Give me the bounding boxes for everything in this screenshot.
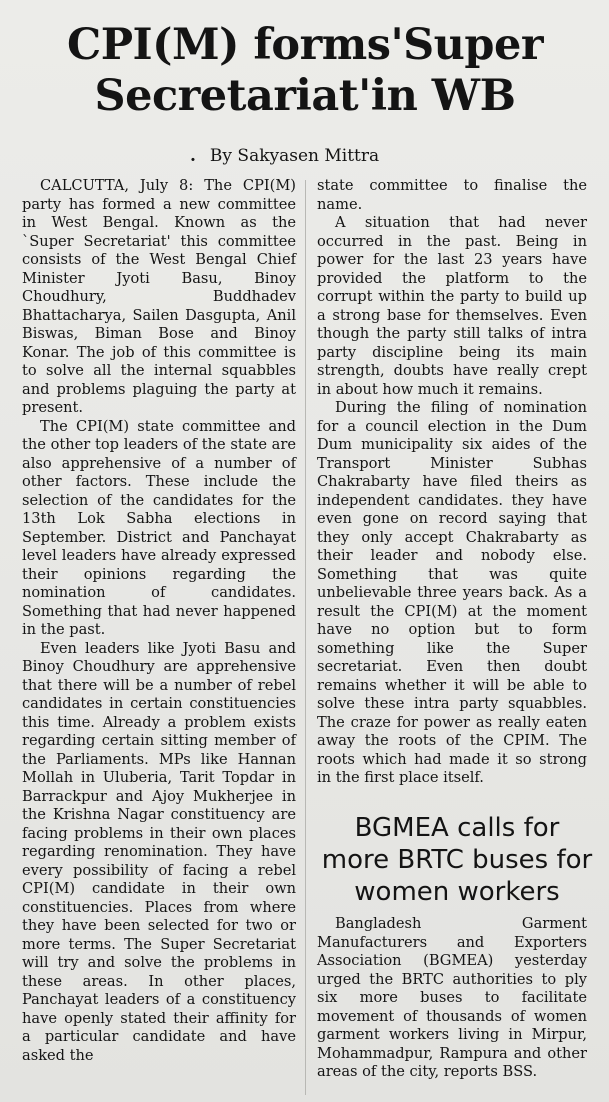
byline-text: By Sakyasen Mittra [209, 146, 380, 166]
brief-paragraph: Bangladesh Garment Manufacturers and Exporters Association (BGMEA) yesterday urged the BRTC authorities to ply six more buses to facilitate movement of thousands of women garment workers living in Mirpur, Mohammadpur, Rampura and other areas of the city, reports BSS. [317, 915, 587, 1080]
column-divider [305, 180, 306, 1095]
article-paragraph: During the filing of nomination for a council election in the Dum Dum municipality six aides of the Transport Minister Subhas Chakrabarty have filed theirs as independent candidates. they have even gone on record saying that they only accept Chakrabarty as their leader and nobody else. Something that was quite unbelievable three years back. As a result the CPI(M) at the moment have no option but to form something like the Super secretariat. Even then doubt remains whether it will be able to solve these intra party squabbles. The craze for power as really eaten away the roots of the CPIM. The roots which had made it so strong in the first place itself. [317, 399, 587, 786]
brief-body-column [317, 915, 587, 1082]
article-paragraph: state committee to finalise the name. [317, 177, 587, 213]
article-column-left [22, 177, 296, 1065]
article-paragraph: CALCUTTA, July 8: The CPI(M) party has formed a new committee in West Bengal. Known as the `Super Secretariat' this committee consists of the West Bengal Chief Minister Jyoti Basu, Binoy Choudhury, Buddhadev Bhattacharya, Sailen Dasgupta, Anil Biswas, Biman Bose and Binoy Konar. The job of this committee is to solve all the internal squabbles and problems plaguing the party at present. [22, 177, 296, 416]
article-paragraph: A situation that had never occurred in the past. Being in power for the last 23 years have provided the platform to the corrupt within the party to build up a strong base for themselves. Even though the party still talks of intra party discipline being its main strength, doubts have really crept in about how much it remains. [317, 214, 587, 398]
brief-headline: BGMEA calls for more BRTC buses for women workers [321, 813, 593, 907]
article-paragraph: Even leaders like Jyoti Basu and Binoy Choudhury are apprehensive that there will be a number of rebel candidates in certain constituencies this time. Already a problem exists regarding certain sitting member of the Parliaments. MPs like Hannan Mollah in Uluberia, Tarit Topdar in Barrackpur and Ajoy Mukherjee in the Krishna Nagar constituency are facing problems in their own places regarding renomination. They have every possibility of facing a rebel CPI(M) candidate in their own constituencies. Places from where they have been selected for two or more terms. The Super Secretariat will try and solve the problems in these areas. In other places, Panchayat leaders of a constituency have openly stated their affinity for a particular candidate and have asked the [22, 639, 296, 1064]
article-paragraph: The CPI(M) state committee and the other top leaders of the state are also apprehensive of a number of other factors. These include the selection of the candidates for the 13th Lok Sabha elections in September. District and Panchayat level leaders have already expressed their opinions regarding the nomination of candidates. Something that had never happened in the past. [22, 417, 296, 638]
article-byline [190, 146, 520, 166]
article-headline: CPI(M) forms'Super Secretariat'in WB [66, 20, 544, 121]
article-column-right [317, 177, 587, 788]
bullet-icon: . [190, 146, 196, 166]
